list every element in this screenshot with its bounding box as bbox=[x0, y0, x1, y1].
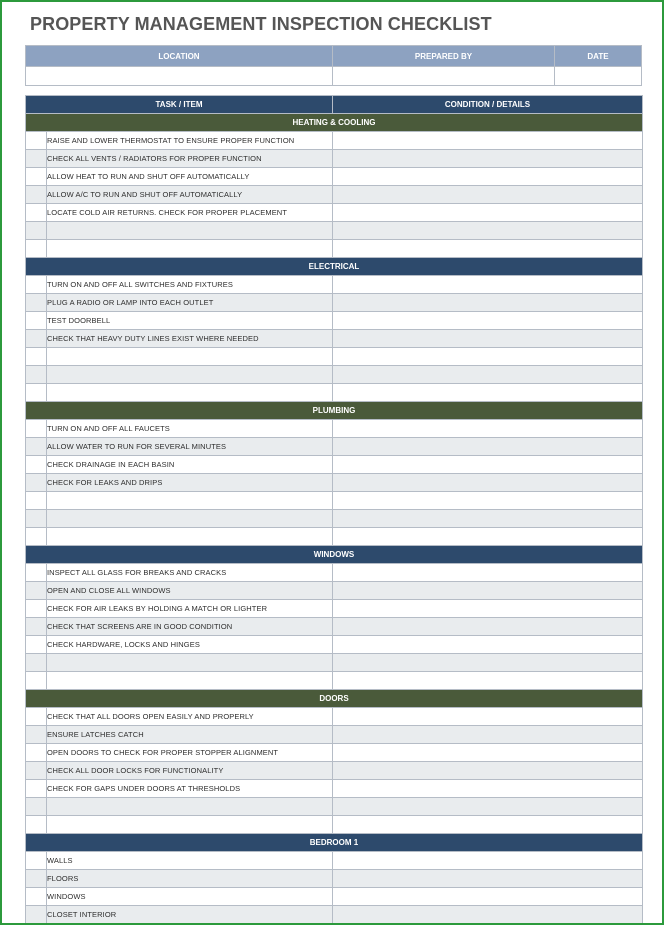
condition-details-cell[interactable] bbox=[333, 384, 643, 402]
task-item-cell: OPEN AND CLOSE ALL WINDOWS bbox=[47, 582, 333, 600]
condition-details-cell[interactable] bbox=[333, 744, 643, 762]
condition-details-cell[interactable] bbox=[333, 492, 643, 510]
condition-details-cell[interactable] bbox=[333, 186, 643, 204]
section-header: WINDOWS bbox=[26, 546, 643, 564]
header-info-table bbox=[25, 45, 642, 86]
condition-details-cell[interactable] bbox=[333, 456, 643, 474]
condition-details-cell[interactable] bbox=[333, 600, 643, 618]
checklist-row bbox=[26, 870, 643, 888]
checklist-row bbox=[26, 672, 643, 690]
condition-details-cell[interactable] bbox=[333, 852, 643, 870]
check-cell[interactable] bbox=[26, 168, 47, 186]
check-cell[interactable] bbox=[26, 294, 47, 312]
task-item-cell bbox=[47, 348, 333, 366]
task-item-cell: CHECK FOR AIR LEAKS BY HOLDING A MATCH OR LIGHTER bbox=[47, 600, 333, 618]
checklist-row bbox=[26, 240, 643, 258]
check-cell[interactable] bbox=[26, 906, 47, 924]
check-cell[interactable] bbox=[26, 762, 47, 780]
task-item-cell bbox=[47, 672, 333, 690]
task-item-cell bbox=[47, 528, 333, 546]
condition-details-cell[interactable] bbox=[333, 870, 643, 888]
task-item-cell: WINDOWS bbox=[47, 888, 333, 906]
task-item-cell bbox=[47, 492, 333, 510]
checklist-row bbox=[26, 222, 643, 240]
condition-details-header: CONDITION / DETAILS bbox=[333, 96, 643, 114]
section-row bbox=[26, 114, 643, 132]
check-cell[interactable] bbox=[26, 744, 47, 762]
condition-details-cell[interactable] bbox=[333, 816, 643, 834]
check-cell[interactable] bbox=[26, 708, 47, 726]
task-item-cell: CHECK FOR GAPS UNDER DOORS AT THRESHOLDS bbox=[47, 780, 333, 798]
checklist-row bbox=[26, 420, 643, 438]
checklist-row bbox=[26, 132, 643, 150]
task-item-cell: ALLOW A/C TO RUN AND SHUT OFF AUTOMATICALLY bbox=[47, 186, 333, 204]
condition-details-cell[interactable] bbox=[333, 168, 643, 186]
checklist-row bbox=[26, 168, 643, 186]
task-item-cell bbox=[47, 240, 333, 258]
check-cell[interactable] bbox=[26, 384, 47, 402]
condition-details-cell[interactable] bbox=[333, 906, 643, 924]
checklist-row bbox=[26, 798, 643, 816]
condition-details-cell[interactable] bbox=[333, 330, 643, 348]
check-cell[interactable] bbox=[26, 564, 47, 582]
condition-details-cell[interactable] bbox=[333, 708, 643, 726]
check-cell[interactable] bbox=[26, 492, 47, 510]
task-item-cell bbox=[47, 384, 333, 402]
check-cell[interactable] bbox=[26, 204, 47, 222]
task-item-cell: FLOORS bbox=[47, 870, 333, 888]
condition-details-cell[interactable] bbox=[333, 618, 643, 636]
checklist-row bbox=[26, 816, 643, 834]
task-item-cell: CHECK FOR LEAKS AND DRIPS bbox=[47, 474, 333, 492]
check-cell[interactable] bbox=[26, 726, 47, 744]
check-cell[interactable] bbox=[26, 330, 47, 348]
checklist-row bbox=[26, 528, 643, 546]
checklist-row bbox=[26, 888, 643, 906]
task-item-cell: INSPECT ALL GLASS FOR BREAKS AND CRACKS bbox=[47, 564, 333, 582]
checklist-row bbox=[26, 762, 643, 780]
date-field[interactable] bbox=[555, 67, 642, 86]
checklist-row bbox=[26, 474, 643, 492]
check-cell[interactable] bbox=[26, 420, 47, 438]
section-row bbox=[26, 834, 643, 852]
task-item-cell: LOCATE COLD AIR RETURNS. CHECK FOR PROPER PLACEMENT bbox=[47, 204, 333, 222]
check-cell[interactable] bbox=[26, 582, 47, 600]
section-header: PLUMBING bbox=[26, 402, 643, 420]
check-cell[interactable] bbox=[26, 852, 47, 870]
checklist-row bbox=[26, 204, 643, 222]
task-item-cell: TURN ON AND OFF ALL FAUCETS bbox=[47, 420, 333, 438]
task-item-cell bbox=[47, 366, 333, 384]
check-cell[interactable] bbox=[26, 654, 47, 672]
condition-details-cell[interactable] bbox=[333, 366, 643, 384]
check-cell[interactable] bbox=[26, 672, 47, 690]
check-cell[interactable] bbox=[26, 798, 47, 816]
checklist-row bbox=[26, 312, 643, 330]
task-item-cell: PLUG A RADIO OR LAMP INTO EACH OUTLET bbox=[47, 294, 333, 312]
condition-details-cell[interactable] bbox=[333, 348, 643, 366]
condition-details-cell[interactable] bbox=[333, 510, 643, 528]
task-item-cell: CHECK THAT HEAVY DUTY LINES EXIST WHERE NEEDED bbox=[47, 330, 333, 348]
task-item-cell: CHECK THAT SCREENS ARE IN GOOD CONDITION bbox=[47, 618, 333, 636]
prepared-by-header: PREPARED BY bbox=[333, 46, 555, 67]
checklist-row bbox=[26, 564, 643, 582]
condition-details-cell[interactable] bbox=[333, 420, 643, 438]
checklist-row bbox=[26, 366, 643, 384]
condition-details-cell[interactable] bbox=[333, 888, 643, 906]
task-item-cell: TEST DOORBELL bbox=[47, 312, 333, 330]
task-item-cell bbox=[47, 222, 333, 240]
checklist-row bbox=[26, 186, 643, 204]
section-row bbox=[26, 546, 643, 564]
section-header: DOORS bbox=[26, 690, 643, 708]
checklist-row bbox=[26, 852, 643, 870]
check-cell[interactable] bbox=[26, 222, 47, 240]
checklist-row bbox=[26, 726, 643, 744]
condition-details-cell[interactable] bbox=[333, 294, 643, 312]
checklist-row bbox=[26, 276, 643, 294]
prepared-by-field[interactable] bbox=[333, 67, 555, 86]
section-header: HEATING & COOLING bbox=[26, 114, 643, 132]
condition-details-cell[interactable] bbox=[333, 798, 643, 816]
section-row bbox=[26, 402, 643, 420]
condition-details-cell[interactable] bbox=[333, 528, 643, 546]
task-item-cell: CHECK HARDWARE, LOCKS AND HINGES bbox=[47, 636, 333, 654]
check-cell[interactable] bbox=[26, 366, 47, 384]
check-cell[interactable] bbox=[26, 132, 47, 150]
checklist-row bbox=[26, 582, 643, 600]
checklist-row bbox=[26, 618, 643, 636]
task-item-cell: WALLS bbox=[47, 852, 333, 870]
condition-details-cell[interactable] bbox=[333, 438, 643, 456]
condition-details-cell[interactable] bbox=[333, 240, 643, 258]
condition-details-cell[interactable] bbox=[333, 222, 643, 240]
task-item-cell bbox=[47, 798, 333, 816]
task-item-cell: RAISE AND LOWER THERMOSTAT TO ENSURE PROPER FUNCTION bbox=[47, 132, 333, 150]
condition-details-cell[interactable] bbox=[333, 582, 643, 600]
check-cell[interactable] bbox=[26, 240, 47, 258]
condition-details-cell[interactable] bbox=[333, 654, 643, 672]
task-item-header: TASK / ITEM bbox=[26, 96, 333, 114]
check-cell[interactable] bbox=[26, 816, 47, 834]
check-cell[interactable] bbox=[26, 150, 47, 168]
checklist-row bbox=[26, 906, 643, 924]
checklist-row bbox=[26, 330, 643, 348]
condition-details-cell[interactable] bbox=[333, 312, 643, 330]
checklist-row bbox=[26, 438, 643, 456]
checklist-row bbox=[26, 744, 643, 762]
checklist-row bbox=[26, 456, 643, 474]
condition-details-cell[interactable] bbox=[333, 762, 643, 780]
condition-details-cell[interactable] bbox=[333, 204, 643, 222]
check-cell[interactable] bbox=[26, 474, 47, 492]
check-cell[interactable] bbox=[26, 636, 47, 654]
check-cell[interactable] bbox=[26, 438, 47, 456]
check-cell[interactable] bbox=[26, 780, 47, 798]
check-cell[interactable] bbox=[26, 312, 47, 330]
task-item-cell: CHECK DRAINAGE IN EACH BASIN bbox=[47, 456, 333, 474]
section-row bbox=[26, 258, 643, 276]
checklist-row bbox=[26, 636, 643, 654]
check-cell[interactable] bbox=[26, 888, 47, 906]
check-cell[interactable] bbox=[26, 456, 47, 474]
task-item-cell: CHECK ALL DOOR LOCKS FOR FUNCTIONALITY bbox=[47, 762, 333, 780]
checklist-row bbox=[26, 348, 643, 366]
check-cell[interactable] bbox=[26, 186, 47, 204]
checklist-row bbox=[26, 384, 643, 402]
task-item-cell: CLOSET INTERIOR bbox=[47, 906, 333, 924]
condition-details-cell[interactable] bbox=[333, 780, 643, 798]
section-row bbox=[26, 690, 643, 708]
condition-details-cell[interactable] bbox=[333, 276, 643, 294]
checklist-row bbox=[26, 294, 643, 312]
checklist-row bbox=[26, 780, 643, 798]
condition-details-cell[interactable] bbox=[333, 474, 643, 492]
section-header: BEDROOM 1 bbox=[26, 834, 643, 852]
condition-details-cell[interactable] bbox=[333, 636, 643, 654]
check-cell[interactable] bbox=[26, 600, 47, 618]
condition-details-cell[interactable] bbox=[333, 132, 643, 150]
checklist-row bbox=[26, 654, 643, 672]
task-item-cell: ALLOW WATER TO RUN FOR SEVERAL MINUTES bbox=[47, 438, 333, 456]
condition-details-cell[interactable] bbox=[333, 564, 643, 582]
check-cell[interactable] bbox=[26, 276, 47, 294]
task-item-cell: CHECK THAT ALL DOORS OPEN EASILY AND PROPERLY bbox=[47, 708, 333, 726]
location-field[interactable] bbox=[26, 67, 333, 86]
task-item-cell: ENSURE LATCHES CATCH bbox=[47, 726, 333, 744]
condition-details-cell[interactable] bbox=[333, 150, 643, 168]
checklist-row bbox=[26, 600, 643, 618]
check-cell[interactable] bbox=[26, 618, 47, 636]
date-header: DATE bbox=[555, 46, 642, 67]
checklist-row bbox=[26, 510, 643, 528]
check-cell[interactable] bbox=[26, 348, 47, 366]
checklist-row bbox=[26, 150, 643, 168]
task-item-cell: CHECK ALL VENTS / RADIATORS FOR PROPER FUNCTION bbox=[47, 150, 333, 168]
condition-details-cell[interactable] bbox=[333, 726, 643, 744]
task-item-cell: ALLOW HEAT TO RUN AND SHUT OFF AUTOMATICALLY bbox=[47, 168, 333, 186]
check-cell[interactable] bbox=[26, 870, 47, 888]
check-cell[interactable] bbox=[26, 510, 47, 528]
section-header: ELECTRICAL bbox=[26, 258, 643, 276]
condition-details-cell[interactable] bbox=[333, 672, 643, 690]
task-item-cell: TURN ON AND OFF ALL SWITCHES AND FIXTURES bbox=[47, 276, 333, 294]
checklist-row bbox=[26, 708, 643, 726]
task-item-cell bbox=[47, 654, 333, 672]
checklist-row bbox=[26, 492, 643, 510]
task-item-cell bbox=[47, 816, 333, 834]
inspection-checklist-table bbox=[25, 95, 643, 924]
task-item-cell: OPEN DOORS TO CHECK FOR PROPER STOPPER ALIGNMENT bbox=[47, 744, 333, 762]
check-cell[interactable] bbox=[26, 528, 47, 546]
location-header: LOCATION bbox=[26, 46, 333, 67]
task-item-cell bbox=[47, 510, 333, 528]
page-title: PROPERTY MANAGEMENT INSPECTION CHECKLIST bbox=[30, 14, 492, 34]
